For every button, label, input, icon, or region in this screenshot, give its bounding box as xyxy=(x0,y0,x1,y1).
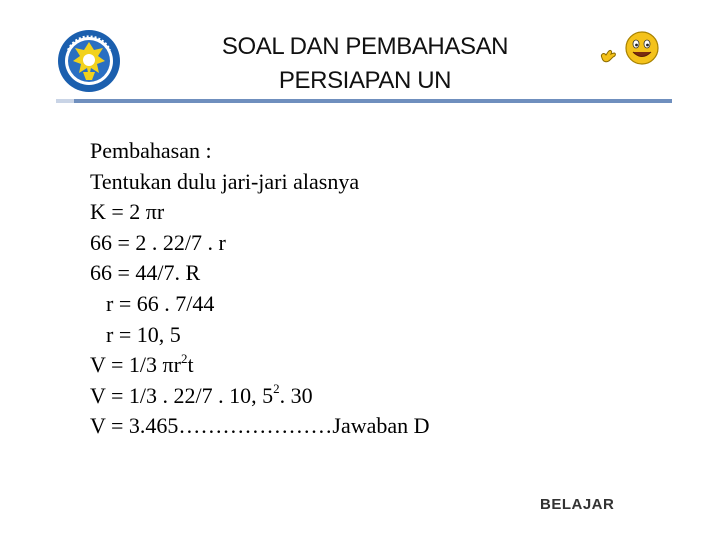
solution-line: 66 = 44/7. R xyxy=(90,260,201,286)
title-line-1: SOAL DAN PEMBAHASAN xyxy=(221,33,509,60)
solution-line: 66 = 2 . 22/7 . r xyxy=(90,229,226,255)
solution-heading: Pembahasan : xyxy=(90,138,212,163)
solution-line xyxy=(90,381,650,412)
title-line-2: PERSIAPAN UN xyxy=(278,67,452,94)
waving-smiley-icon xyxy=(594,30,664,74)
solution-line: r = 66 . 7/44 xyxy=(106,290,215,316)
solution-body xyxy=(90,136,650,442)
page-title xyxy=(170,30,560,98)
header-divider xyxy=(56,99,672,103)
solution-line: r = 10, 5 xyxy=(106,321,181,347)
formula-exponent: 2 xyxy=(180,350,188,366)
formula-exponent: 2 xyxy=(273,381,280,397)
formula-part: V = 1/3 . 22/7 . 10, 5 xyxy=(90,382,274,408)
solution-line: Tentukan dulu jari-jari alasnya xyxy=(90,168,360,194)
formula-part: . 30 xyxy=(279,382,313,408)
tut-wuri-handayani-logo-icon xyxy=(56,28,122,94)
solution-answer: V = 3.465…………………Jawaban D xyxy=(90,413,430,439)
brand-label: BELAJAR xyxy=(540,496,615,513)
header-divider-accent xyxy=(56,99,74,103)
formula-part: V = 1/3 πr xyxy=(90,352,181,378)
solution-line xyxy=(90,350,650,381)
solution-line: K = 2 πr xyxy=(90,199,165,225)
formula-part: t xyxy=(187,352,194,378)
